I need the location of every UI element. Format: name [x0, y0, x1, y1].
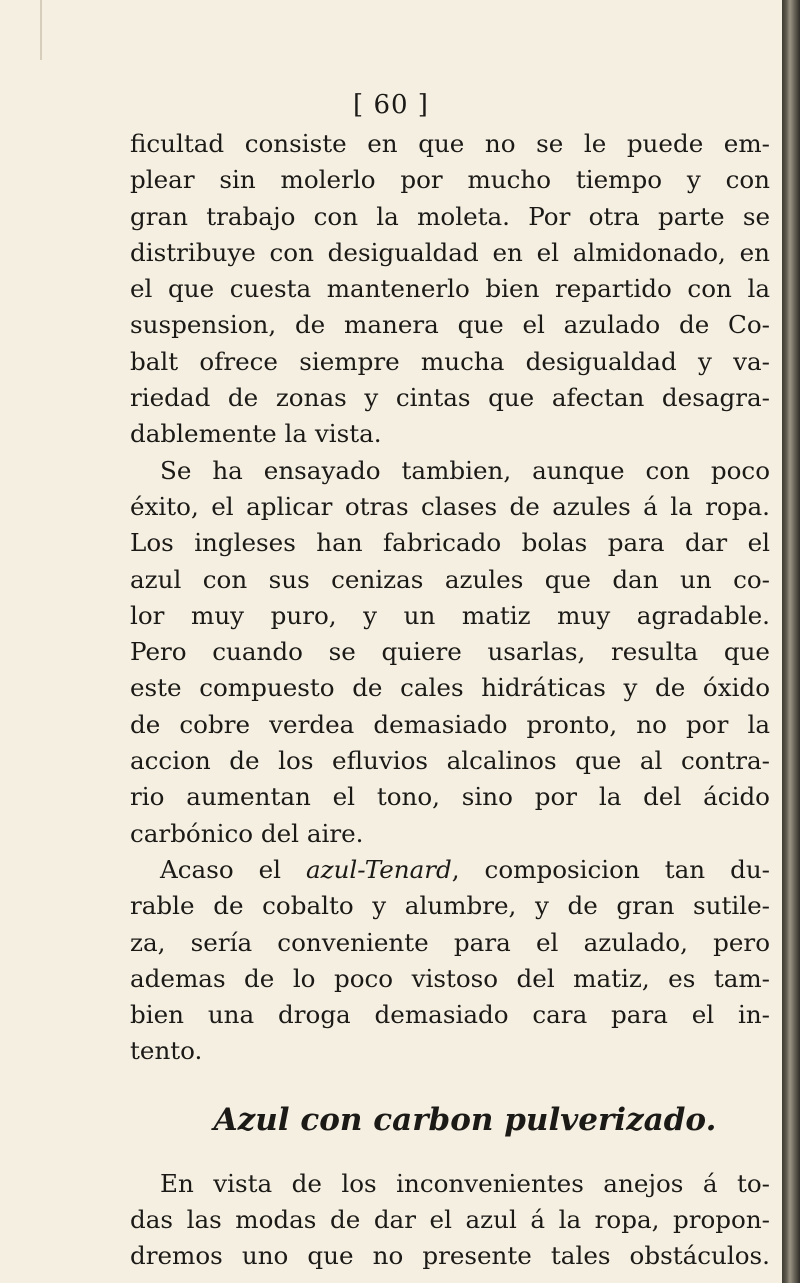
text-line: distribuye con desigualdad en el almidonado, en [130, 237, 770, 267]
section-heading: Azul con carbon pulverizado. [213, 1101, 717, 1138]
paragraph-2 [130, 453, 770, 852]
text-line: tento. [130, 1036, 203, 1066]
page-text [130, 126, 770, 1275]
paragraph-3 [130, 852, 770, 1070]
text-line: das las modas de dar el azul á la ropa, propon- [130, 1205, 770, 1235]
text-line: ademas de lo poco vistoso del matiz, es tam- [130, 963, 770, 993]
text-line: dremos uno que no presente tales obstáculos. [130, 1241, 770, 1271]
text-line: lor muy puro, y un matiz muy agradable. [130, 600, 770, 630]
text-line: este compuesto de cales hidráticas y de óxido [130, 673, 770, 703]
text-line: carbónico del aire. [130, 818, 364, 848]
text-line: Los ingleses han fabricado bolas para dar el [130, 528, 770, 558]
text-line: éxito, el aplicar otras clases de azules á la ropa. [130, 491, 770, 521]
text-line: gran trabajo con la moleta. Por otra parte se [130, 201, 770, 231]
text-line: dablemente la vista. [130, 419, 382, 449]
paragraph-1 [130, 126, 770, 453]
italic-term: azul-Tenard [305, 854, 452, 884]
text-line: azul con sus cenizas azules que dan un co- [130, 564, 770, 594]
text-line: Se ha ensayado tambien, aunque con poco [160, 455, 770, 485]
spacer [130, 1138, 770, 1166]
text-span: Acaso el [160, 854, 306, 884]
text-line: ficultad consiste en que no se le puede em- [130, 129, 770, 158]
spacer [130, 1070, 770, 1102]
text-line: accion de los efluvios alcalinos que al contra- [130, 746, 770, 776]
text-line: En vista de los inconvenientes anejos á to- [160, 1168, 770, 1198]
text-line [130, 852, 770, 888]
text-line: riedad de zonas y cintas que afectan desagra- [130, 383, 770, 413]
text-line: za, sería conveniente para el azulado, pero [130, 927, 770, 957]
page-number: [ 60 ] [353, 90, 429, 120]
text-line: rio aumentan el tono, sino por la del ácido [130, 782, 770, 812]
text-line: el que cuesta mantenerlo bien repartido con la [130, 274, 770, 304]
text-span: , composicion tan du- [451, 854, 770, 884]
text-line: bien una droga demasiado cara para el in- [130, 1000, 770, 1030]
paper-stain [40, 0, 42, 60]
text-line: plear sin molerlo por mucho tiempo y con [130, 165, 770, 195]
text-line: Pero cuando se quiere usarlas, resulta que [130, 637, 770, 667]
text-line: balt ofrece siempre mucha desigualdad y va- [130, 346, 770, 376]
text-line: rable de cobalto y alumbre, y de gran sutile- [130, 891, 770, 921]
paragraph-4 [130, 1166, 770, 1275]
text-line: suspension, de manera que el azulado de Co- [130, 310, 770, 340]
book-spine-edge [782, 0, 800, 1283]
text-line: de cobre verdea demasiado pronto, no por la [130, 709, 770, 739]
